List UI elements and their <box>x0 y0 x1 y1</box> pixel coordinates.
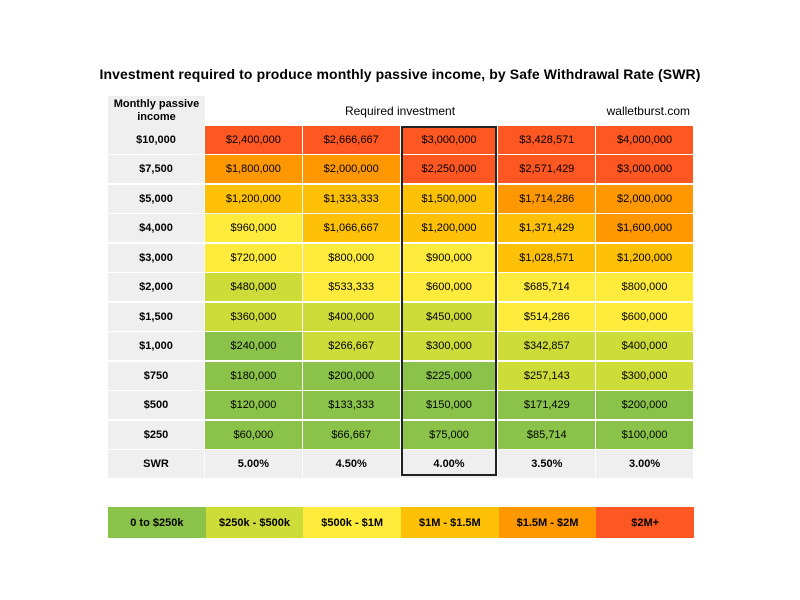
table-cell: $225,000 <box>401 362 499 391</box>
table-cell: $300,000 <box>401 332 499 361</box>
row-label: $750 <box>108 362 205 391</box>
table-cell: $600,000 <box>596 303 694 332</box>
table-cell: $240,000 <box>205 332 303 361</box>
table-cell: $1,500,000 <box>401 185 499 214</box>
table-cell: $685,714 <box>498 273 596 302</box>
table-cell: $85,714 <box>498 421 596 450</box>
table-cell: $66,667 <box>303 421 401 450</box>
row-label: $10,000 <box>108 126 205 155</box>
table-cell: $300,000 <box>596 362 694 391</box>
table-cell: $100,000 <box>596 421 694 450</box>
table-cell: $120,000 <box>205 391 303 420</box>
table-cell: $200,000 <box>303 362 401 391</box>
table-cell: $360,000 <box>205 303 303 332</box>
legend-item: $500k - $1M <box>303 507 401 538</box>
table-row <box>108 185 694 214</box>
swr-cell: 5.00% <box>205 450 303 479</box>
table-cell: $2,000,000 <box>596 185 694 214</box>
table-cell: $1,200,000 <box>596 244 694 273</box>
table-cell: $2,250,000 <box>401 155 499 184</box>
table-cell: $1,714,286 <box>498 185 596 214</box>
swr-cell: 3.50% <box>498 450 596 479</box>
table-cell: $150,000 <box>401 391 499 420</box>
column-group-label: Required investment <box>344 104 456 118</box>
row-label: $2,000 <box>108 273 205 302</box>
table-cell: $1,371,429 <box>498 214 596 243</box>
table-cell: $2,400,000 <box>205 126 303 155</box>
row-label: $1,000 <box>108 332 205 361</box>
table-cell: $900,000 <box>401 244 499 273</box>
row-label: $7,500 <box>108 155 205 184</box>
table-cell: $3,000,000 <box>401 126 499 155</box>
table-row <box>108 126 694 155</box>
swr-cell: 4.50% <box>303 450 401 479</box>
row-label: $500 <box>108 391 205 420</box>
table-cell: $266,667 <box>303 332 401 361</box>
table-cell: $450,000 <box>401 303 499 332</box>
table-cell: $3,000,000 <box>596 155 694 184</box>
table-cell: $400,000 <box>596 332 694 361</box>
table-cell: $2,571,429 <box>498 155 596 184</box>
table-cell: $1,028,571 <box>498 244 596 273</box>
table-cell: $4,000,000 <box>596 126 694 155</box>
table-cell: $600,000 <box>401 273 499 302</box>
table-cell: $180,000 <box>205 362 303 391</box>
table-cell: $960,000 <box>205 214 303 243</box>
row-label: $250 <box>108 421 205 450</box>
table-row <box>108 421 694 450</box>
table-cell: $2,000,000 <box>303 155 401 184</box>
table-cell: $60,000 <box>205 421 303 450</box>
table-cell: $1,200,000 <box>401 214 499 243</box>
table-cell: $171,429 <box>498 391 596 420</box>
table-cell: $1,800,000 <box>205 155 303 184</box>
table-cell: $1,200,000 <box>205 185 303 214</box>
table-row <box>108 244 694 273</box>
table-cell: $800,000 <box>596 273 694 302</box>
table-cell: $720,000 <box>205 244 303 273</box>
color-legend <box>108 507 694 538</box>
row-label: $3,000 <box>108 244 205 273</box>
source-label: walletburst.com <box>606 104 690 118</box>
swr-label: SWR <box>108 450 205 479</box>
table-cell: $1,333,333 <box>303 185 401 214</box>
table-cell: $75,000 <box>401 421 499 450</box>
table-row <box>108 273 694 302</box>
table-cell: $2,666,667 <box>303 126 401 155</box>
row-label: $5,000 <box>108 185 205 214</box>
legend-item: $250k - $500k <box>206 507 304 538</box>
table-cell: $257,143 <box>498 362 596 391</box>
table-row <box>108 214 694 243</box>
table-row <box>108 303 694 332</box>
row-label: $1,500 <box>108 303 205 332</box>
table-cell: $514,286 <box>498 303 596 332</box>
row-label: $4,000 <box>108 214 205 243</box>
table-cell: $800,000 <box>303 244 401 273</box>
table-cell: $200,000 <box>596 391 694 420</box>
table-row <box>108 155 694 184</box>
legend-item: $1.5M - $2M <box>499 507 597 538</box>
table-row <box>108 391 694 420</box>
legend-item: 0 to $250k <box>108 507 206 538</box>
table-cell: $480,000 <box>205 273 303 302</box>
swr-cell: 3.00% <box>596 450 694 479</box>
table-row <box>108 332 694 361</box>
table-cell: $1,066,667 <box>303 214 401 243</box>
legend-item: $1M - $1.5M <box>401 507 499 538</box>
table-cell: $133,333 <box>303 391 401 420</box>
table-cell: $400,000 <box>303 303 401 332</box>
swr-row <box>108 450 694 479</box>
table-cell: $3,428,571 <box>498 126 596 155</box>
chart-title: Investment required to produce monthly passive income, by Safe Withdrawal Rate (SWR) <box>99 66 701 82</box>
table-cell: $533,333 <box>303 273 401 302</box>
swr-cell: 4.00% <box>401 450 499 479</box>
row-header-label: Monthly passive income <box>108 96 205 126</box>
table-row <box>108 362 694 391</box>
table-cell: $1,600,000 <box>596 214 694 243</box>
table-cell: $342,857 <box>498 332 596 361</box>
legend-item: $2M+ <box>596 507 694 538</box>
